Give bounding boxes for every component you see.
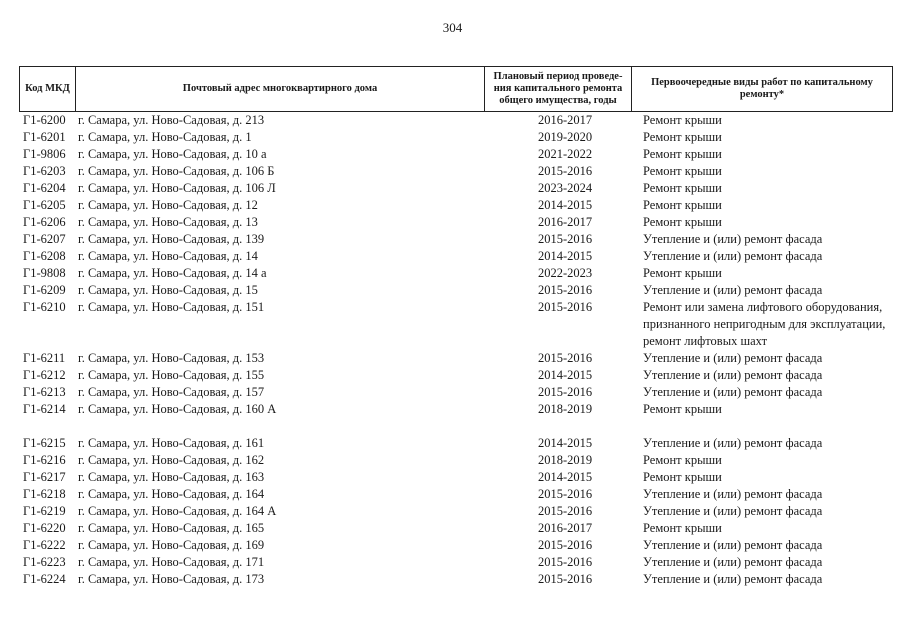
cell-address: г. Самара, ул. Ново-Садовая, д. 162: [78, 453, 265, 467]
table-row: [0, 571, 905, 588]
table-row: [0, 112, 905, 129]
cell-code: Г1-6205: [23, 198, 66, 212]
cell-code: Г1-6217: [23, 470, 66, 484]
cell-work: Ремонт крыши: [643, 181, 722, 195]
cell-period: 2015-2016: [538, 385, 593, 399]
cell-period: 2016-2017: [538, 113, 593, 127]
cell-code: Г1-9806: [23, 147, 66, 161]
cell-period: 2019-2020: [538, 130, 593, 144]
cell-work: Утепление и (или) ремонт фасада: [643, 538, 823, 552]
cell-period: 2015-2016: [538, 283, 593, 297]
cell-period: 2015-2016: [538, 555, 593, 569]
table-body: [0, 112, 905, 588]
table-row: [0, 214, 905, 231]
cell-address: г. Самара, ул. Ново-Садовая, д. 106 Л: [78, 181, 276, 195]
cell-period: 2018-2019: [538, 453, 593, 467]
cell-period: 2015-2016: [538, 164, 593, 178]
cell-work: Утепление и (или) ремонт фасада: [643, 283, 823, 297]
cell-work: Ремонт или замена лифтового оборудования, признанного непригодным для эксплуатации, ремонт лифтовых шахт: [643, 300, 886, 348]
cell-code: Г1-6218: [23, 487, 66, 501]
cell-code: Г1-6206: [23, 215, 66, 229]
cell-period: 2014-2015: [538, 436, 593, 450]
page-number: 304: [442, 20, 463, 35]
table-row: [0, 401, 905, 418]
cell-address: г. Самара, ул. Ново-Садовая, д. 173: [78, 572, 265, 586]
cell-period: 2014-2015: [538, 249, 593, 263]
cell-code: Г1-6203: [23, 164, 66, 178]
table-row: [0, 469, 905, 486]
cell-address: г. Самара, ул. Ново-Садовая, д. 169: [78, 538, 265, 552]
table-row: [0, 537, 905, 554]
cell-work: Утепление и (или) ремонт фасада: [643, 351, 823, 365]
cell-period: 2015-2016: [538, 351, 593, 365]
cell-code: Г1-6222: [23, 538, 66, 552]
cell-address: г. Самара, ул. Ново-Садовая, д. 139: [78, 232, 265, 246]
table-row: [0, 520, 905, 537]
cell-address: г. Самара, ул. Ново-Садовая, д. 151: [78, 300, 265, 314]
cell-code: Г1-6201: [23, 130, 66, 144]
cell-work: Утепление и (или) ремонт фасада: [643, 572, 823, 586]
table-row: [0, 350, 905, 367]
cell-code: Г1-6204: [23, 181, 66, 195]
header-works: Первоочередные виды работ по капитальному ремонту*: [651, 77, 873, 100]
cell-address: г. Самара, ул. Ново-Садовая, д. 165: [78, 521, 265, 535]
cell-code: Г1-6200: [23, 113, 66, 127]
cell-work: Утепление и (или) ремонт фасада: [643, 504, 823, 518]
cell-code: Г1-6220: [23, 521, 66, 535]
cell-period: 2021-2022: [538, 147, 593, 161]
cell-code: Г1-6212: [23, 368, 66, 382]
cell-address: г. Самара, ул. Ново-Садовая, д. 171: [78, 555, 265, 569]
cell-work: Утепление и (или) ремонт фасада: [643, 232, 823, 246]
cell-period: 2015-2016: [538, 232, 593, 246]
cell-work: Ремонт крыши: [643, 147, 722, 161]
cell-address: г. Самара, ул. Ново-Садовая, д. 13: [78, 215, 258, 229]
cell-work: Утепление и (или) ремонт фасада: [643, 385, 823, 399]
cell-work: Утепление и (или) ремонт фасада: [643, 555, 823, 569]
cell-period: 2014-2015: [538, 368, 593, 382]
row-spacer: [0, 418, 905, 435]
cell-code: Г1-6224: [23, 572, 66, 586]
cell-code: Г1-6219: [23, 504, 66, 518]
cell-code: Г1-6223: [23, 555, 66, 569]
cell-address: г. Самара, ул. Ново-Садовая, д. 164 А: [78, 504, 277, 518]
cell-period: 2015-2016: [538, 487, 593, 501]
cell-work: Ремонт крыши: [643, 266, 722, 280]
table-row: [0, 248, 905, 265]
table-row: [0, 146, 905, 163]
table-row: [0, 554, 905, 571]
cell-code: Г1-9808: [23, 266, 66, 280]
table-row: [0, 129, 905, 146]
cell-period: 2014-2015: [538, 470, 593, 484]
table-row: [0, 384, 905, 401]
cell-period: 2014-2015: [538, 198, 593, 212]
cell-work: Утепление и (или) ремонт фасада: [643, 368, 823, 382]
cell-address: г. Самара, ул. Ново-Садовая, д. 1: [78, 130, 252, 144]
cell-period: 2015-2016: [538, 572, 593, 586]
cell-work: Ремонт крыши: [643, 402, 722, 416]
cell-address: г. Самара, ул. Ново-Садовая, д. 163: [78, 470, 265, 484]
cell-address: г. Самара, ул. Ново-Садовая, д. 155: [78, 368, 265, 382]
table-row: [0, 231, 905, 248]
cell-period: 2023-2024: [538, 181, 593, 195]
cell-work: Ремонт крыши: [643, 198, 722, 212]
cell-period: 2015-2016: [538, 300, 593, 314]
cell-code: Г1-6216: [23, 453, 66, 467]
cell-work: Ремонт крыши: [643, 113, 722, 127]
table-row: [0, 452, 905, 469]
cell-address: г. Самара, ул. Ново-Садовая, д. 106 Б: [78, 164, 275, 178]
table-row: [0, 265, 905, 282]
cell-period: 2018-2019: [538, 402, 593, 416]
cell-period: 2015-2016: [538, 538, 593, 552]
cell-address: г. Самара, ул. Ново-Садовая, д. 153: [78, 351, 265, 365]
cell-work: Утепление и (или) ремонт фасада: [643, 436, 823, 450]
cell-address: г. Самара, ул. Ново-Садовая, д. 14 а: [78, 266, 267, 280]
cell-code: Г1-6215: [23, 436, 66, 450]
cell-period: 2015-2016: [538, 504, 593, 518]
table-row: [0, 197, 905, 214]
cell-code: Г1-6208: [23, 249, 66, 263]
cell-code: Г1-6207: [23, 232, 66, 246]
table-row: [0, 503, 905, 520]
cell-work: Ремонт крыши: [643, 164, 722, 178]
cell-address: г. Самара, ул. Ново-Садовая, д. 12: [78, 198, 258, 212]
cell-work: Ремонт крыши: [643, 470, 722, 484]
cell-work: Ремонт крыши: [643, 521, 722, 535]
cell-work: Утепление и (или) ремонт фасада: [643, 249, 823, 263]
table-header: [19, 66, 893, 112]
table-row: [0, 299, 905, 350]
table-row: [0, 367, 905, 384]
cell-work: Ремонт крыши: [643, 130, 722, 144]
cell-code: Г1-6210: [23, 300, 66, 314]
header-address: Почтовый адрес многоквартирного дома: [76, 67, 485, 111]
table-row: [0, 486, 905, 503]
header-code: Код МКД: [20, 67, 76, 111]
cell-code: Г1-6211: [23, 351, 66, 365]
cell-work: Ремонт крыши: [643, 453, 722, 467]
cell-period: 2016-2017: [538, 215, 593, 229]
cell-code: Г1-6213: [23, 385, 66, 399]
cell-address: г. Самара, ул. Ново-Садовая, д. 15: [78, 283, 258, 297]
cell-address: г. Самара, ул. Ново-Садовая, д. 160 А: [78, 402, 277, 416]
table-row: [0, 163, 905, 180]
cell-address: г. Самара, ул. Ново-Садовая, д. 14: [78, 249, 258, 263]
cell-address: г. Самара, ул. Ново-Садовая, д. 157: [78, 385, 265, 399]
cell-code: Г1-6214: [23, 402, 66, 416]
cell-work: Утепление и (или) ремонт фасада: [643, 487, 823, 501]
cell-code: Г1-6209: [23, 283, 66, 297]
cell-work: Ремонт крыши: [643, 215, 722, 229]
table-row: [0, 435, 905, 452]
table-row: [0, 180, 905, 197]
cell-address: г. Самара, ул. Ново-Садовая, д. 213: [78, 113, 265, 127]
cell-address: г. Самара, ул. Ново-Садовая, д. 10 а: [78, 147, 267, 161]
cell-address: г. Самара, ул. Ново-Садовая, д. 161: [78, 436, 265, 450]
table-row: [0, 282, 905, 299]
cell-period: 2016-2017: [538, 521, 593, 535]
cell-address: г. Самара, ул. Ново-Садовая, д. 164: [78, 487, 265, 501]
header-period: Плановый период проведе-ния капитального ремонта общего имущества, годы: [485, 67, 632, 111]
cell-period: 2022-2023: [538, 266, 593, 280]
